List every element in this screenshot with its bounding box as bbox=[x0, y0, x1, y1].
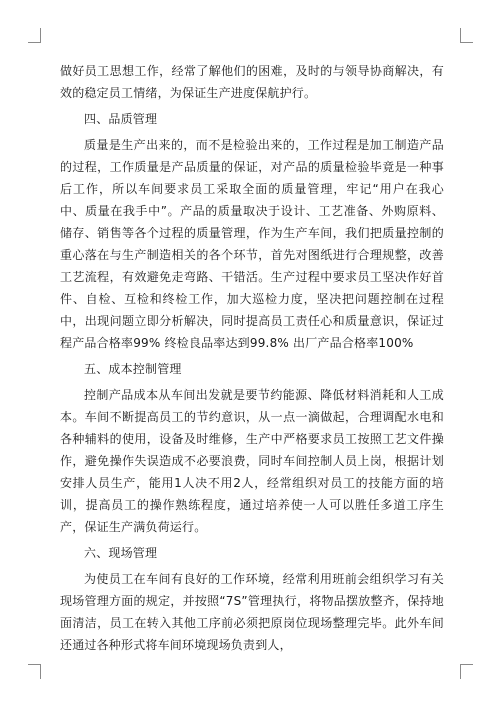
paragraph-site: 为使员工在车间有良好的工作环境，经常利用班前会组织学习有关现场管理方面的规定，并按照“7S”管理执行，将物品摆放整齐，保持地面清洁，员工在转入其他工序前必须把原岗位现场整理完毕。此外车间还通过各种形式将车间环境现场负责到人， bbox=[60, 572, 444, 652]
section-heading-cost: 五、成本控制管理 bbox=[84, 362, 182, 376]
crop-mark-bottom-right bbox=[460, 664, 473, 679]
paragraph-cost: 控制产品成本从车间出发就是要节约能源、降低材料消耗和人工成本。车间不断提高员工的节约意识，从一点一滴做起，合理调配水电和各种辅料的使用，设备及时维修，生产中严格要求员工按照工艺文件操作，避免操作失误造成不必要浪费，同时车间控制人员上岗，根据计划安排人员生产，能用1人决不用2人，经常组织对员工的技能方面的培训，提高员工的操作熟练程度，通过培养使一人可以胜任多道工序生产，保证生产满负荷运行。 bbox=[60, 388, 444, 534]
paragraph-continued: 做好员工思想工作，经常了解他们的困难，及时的与领导协商解决，有效的稳定员工情绪，为保证生产进度保航护行。 bbox=[60, 64, 444, 100]
document-body bbox=[60, 60, 444, 660]
paragraph-quality: 质量是生产出来的，而不是检验出来的，工作过程是加工制造产品的过程，工作质量是产品质量的保证，对产品的质量检验毕竟是一种事后工作，所以车间要求员工采取全面的质量管理，牢记“用户在我心中、质量在我手中”。产品的质量取决于设计、工艺准备、外购原料、储存、销售等各个过程的质量管理，作为生产车间，我们把质量控制的重心落在与生产制造相关的各个环节，首先对图纸进行合理规整，改善工艺流程，有效避免走弯路、干错活。生产过程中要求员工坚决作好首件、自检、互检和终检工作，加大巡检力度，坚决把问题控制在过程中，出现问题立即分析解决，同时提高员工责任心和质量意识，保证过程产品合格率99% 终检良品率达到99.8% 出厂产品合格率100% bbox=[60, 138, 444, 350]
crop-mark-top-left bbox=[28, 28, 41, 43]
crop-mark-top-right bbox=[460, 28, 473, 43]
crop-mark-bottom-left bbox=[28, 664, 41, 679]
section-heading-site: 六、现场管理 bbox=[84, 546, 158, 560]
section-heading-quality: 四、品质管理 bbox=[84, 112, 158, 126]
